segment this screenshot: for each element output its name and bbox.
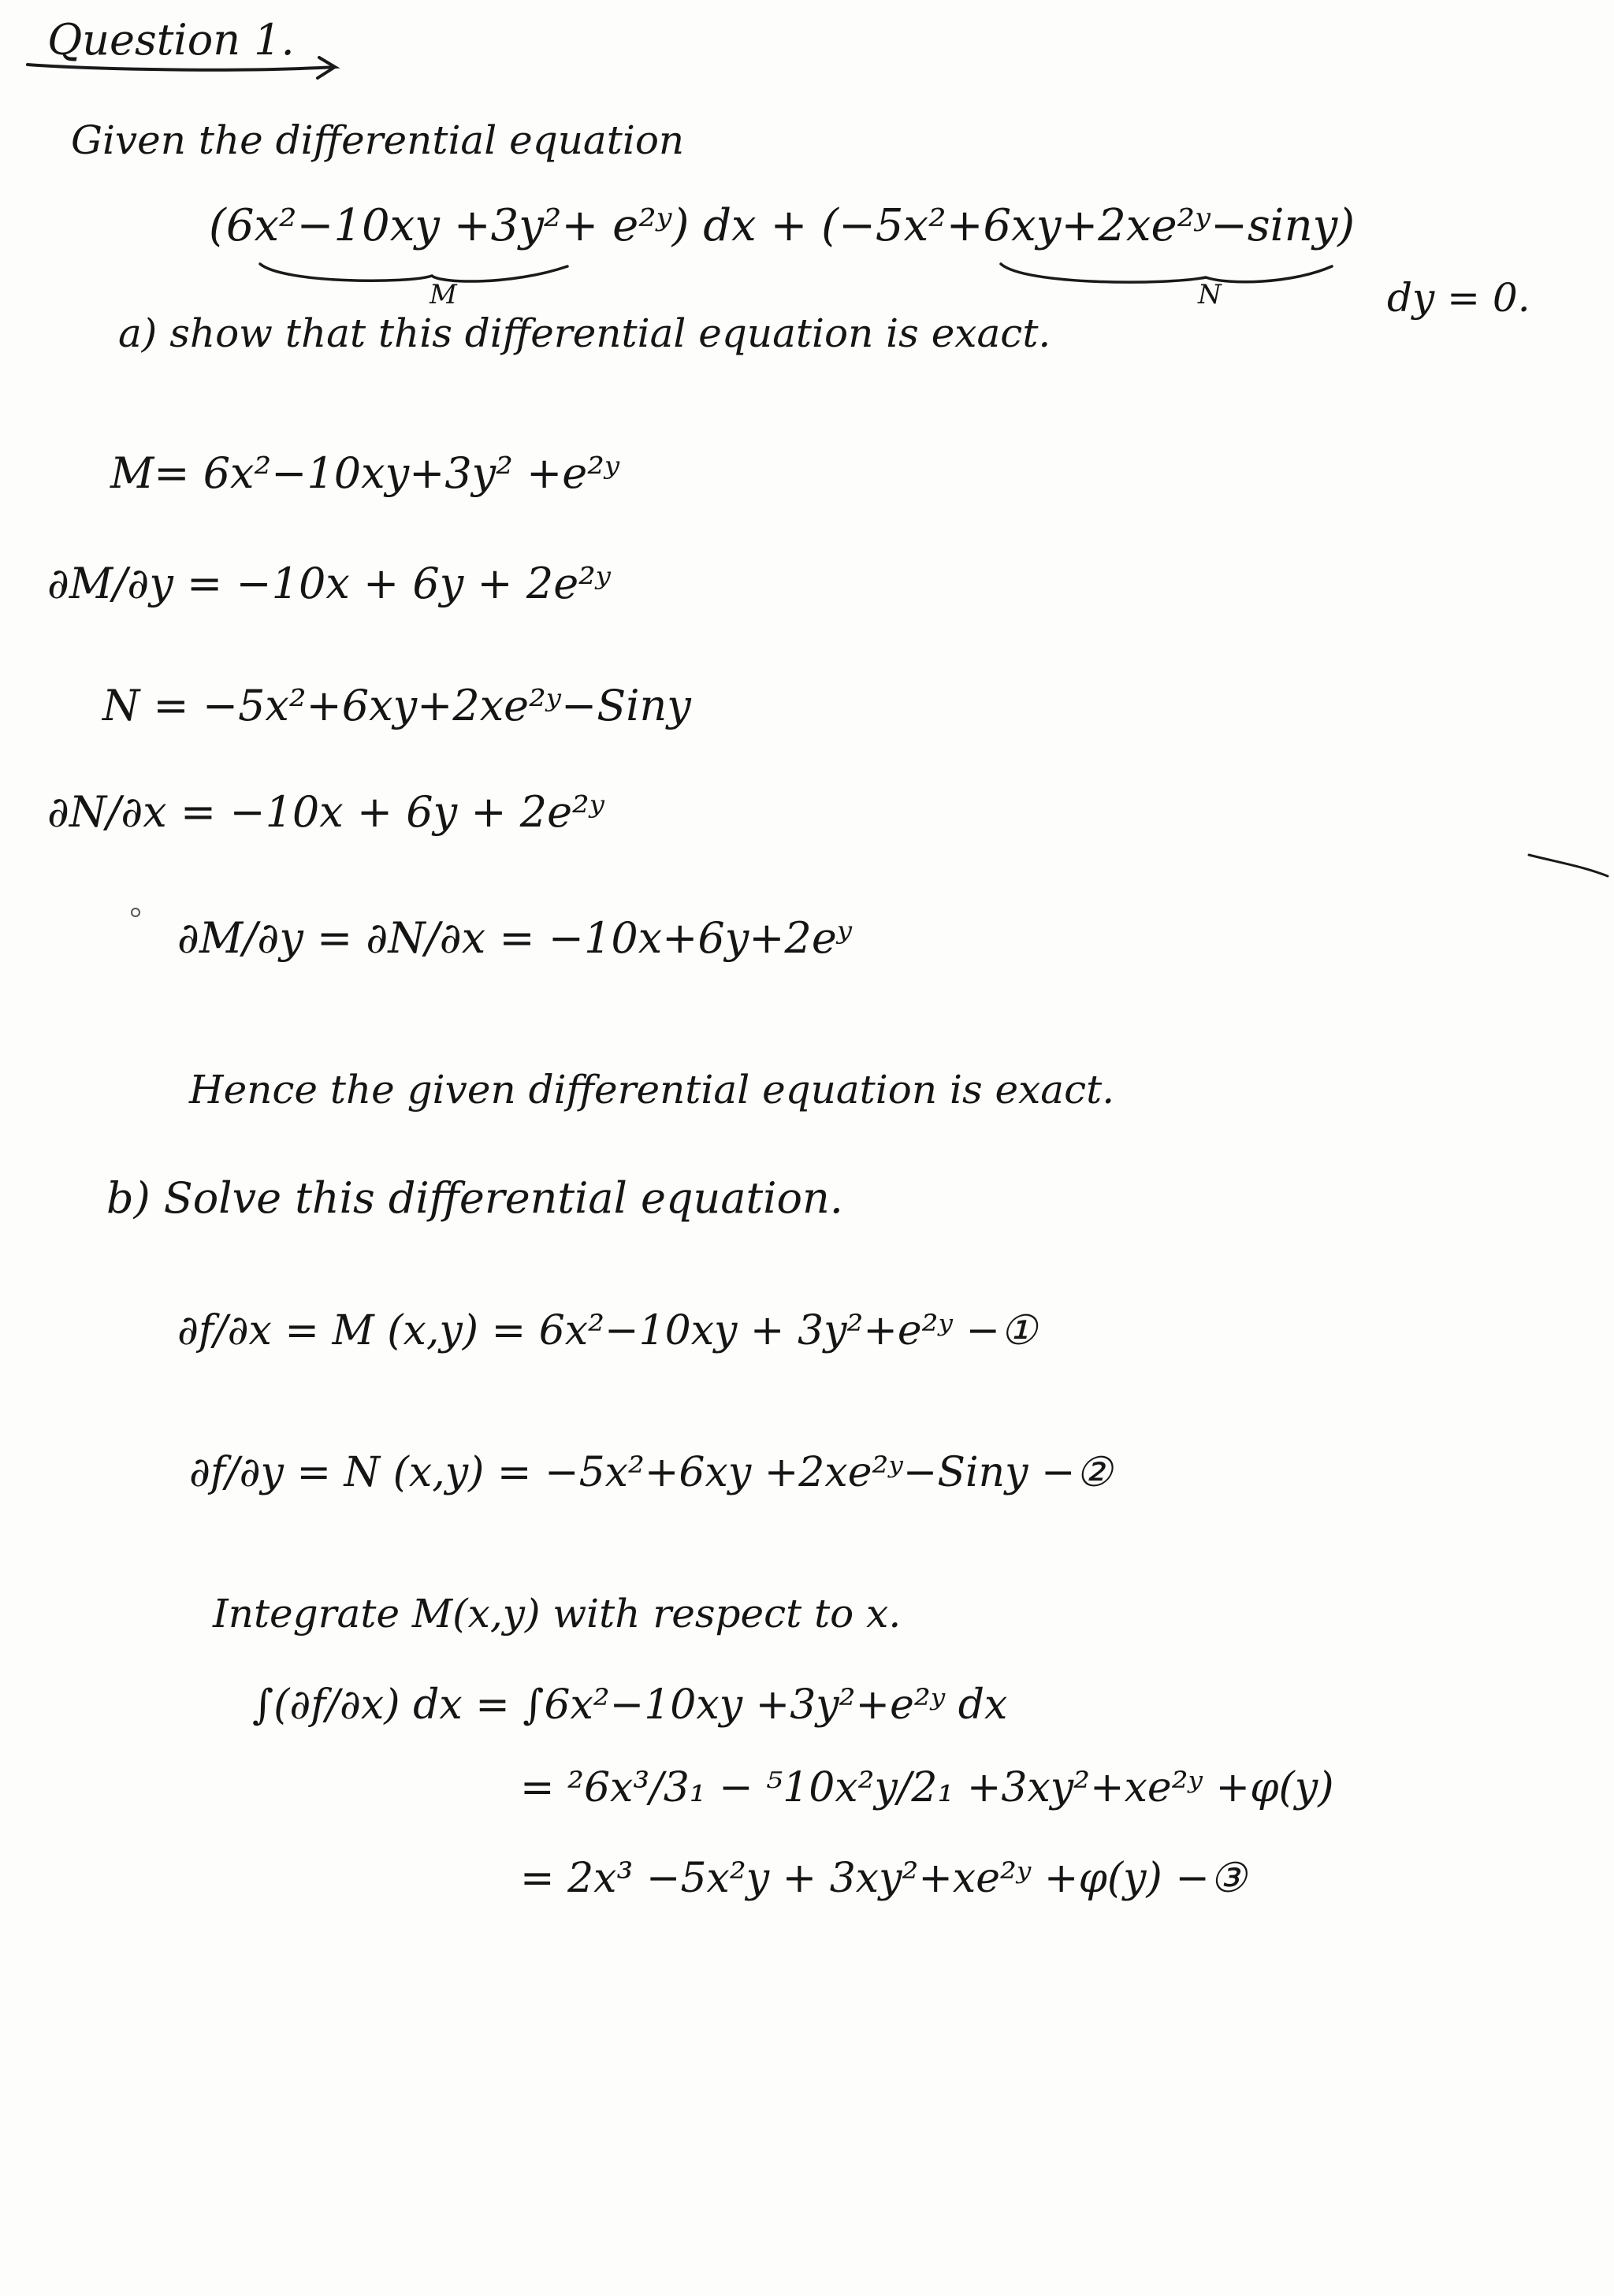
underbrace-n: [1001, 264, 1332, 282]
equation-tail: dy = 0.: [1387, 275, 1530, 321]
intro-text: Given the differential equation: [71, 117, 685, 163]
integral-line-1: ∫(∂f/∂x) dx = ∫6x²−10xy +3y²+e²ʸ dx: [252, 1681, 1008, 1729]
equation-label-n: N: [1198, 279, 1222, 310]
integral-line-2: = ²6x³/3₁ − ⁵10x²y/2₁ +3xy²+xe²ʸ +φ(y): [520, 1764, 1334, 1811]
dm-dy-line: ∂M/∂y = −10x + 6y + 2e²ʸ: [47, 559, 611, 608]
equation-label-m: M: [430, 279, 457, 310]
margin-squiggle: [1529, 855, 1608, 876]
underbrace-m: [260, 264, 567, 281]
equation-two: ∂f/∂y = N (x,y) = −5x²+6xy +2xe²ʸ−Siny −②: [189, 1449, 1113, 1496]
n-definition: N = −5x²+6xy+2xe²ʸ−Siny: [102, 681, 691, 730]
part-b-prompt: b) Solve this differential equation.: [106, 1173, 843, 1223]
dn-dx-line: ∂N/∂x = −10x + 6y + 2e²ʸ: [47, 787, 604, 837]
exact-conclusion: Hence the given differential equation is exact.: [189, 1067, 1115, 1113]
equality-line: ∂M/∂y = ∂N/∂x = −10x+6y+2eʸ: [177, 913, 853, 963]
equation-one: ∂f/∂x = M (x,y) = 6x²−10xy + 3y²+e²ʸ −①: [177, 1307, 1037, 1354]
differential-equation: (6x²−10xy +3y²+ e²ʸ) dx + (−5x²+6xy+2xe²ʸ−siny): [209, 200, 1356, 251]
integrate-instruction: Integrate M(x,y) with respect to x.: [213, 1591, 902, 1637]
m-definition: M= 6x²−10xy+3y² +e²ʸ: [110, 448, 620, 498]
question-title: Question 1.: [47, 15, 295, 65]
part-a-prompt: a) show that this differential equation is exact.: [118, 310, 1051, 356]
stray-dot: [132, 908, 139, 916]
integral-line-3: = 2x³ −5x²y + 3xy²+xe²ʸ +φ(y) −③: [520, 1855, 1247, 1902]
